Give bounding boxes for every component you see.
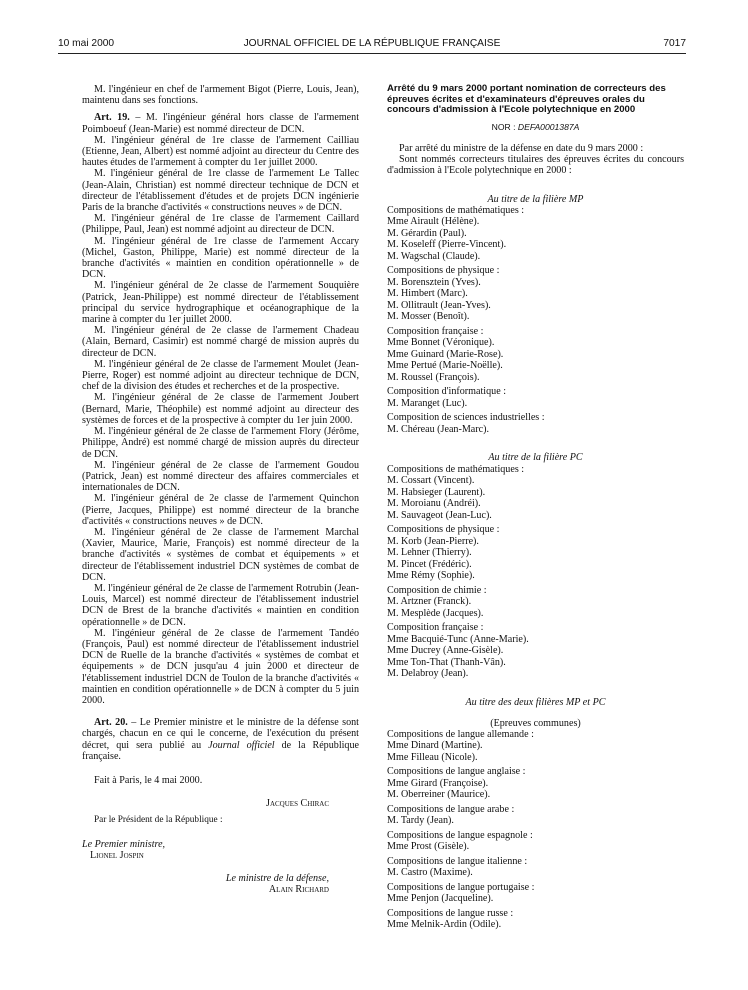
appointment-paragraph: M. l'ingénieur général de 1re classe de l'armement Le Tallec (Jean-Alain, Christian) est nommé directeur technique de DCN et directeur de l'établissement d'études et de projets DCN ingénierie Paris de la branche d'activités « constructions neuves » de DCN. [82,168,359,214]
examiner-name: Mme Ton-That (Thanh-Vân). [387,656,506,668]
appointment-paragraph: M. l'ingénieur général de 2e classe de l'armement Tandéo (François, Paul) est nommé directeur de l'établissement industriel DCN de Ruelle de la branche d'activités « systèmes de combat et équipements » de DCN jusqu'au 4 juin 2000 et directeur de l'établissement industriel DCN de Toulon de la branche d'activités « maintien en condition opérationnelle » de DCN à compter du 5 juin 2000. [82,627,359,706]
examiner-name: M. Moroianu (Andréi). [387,498,481,509]
ministre-defense-title: Le ministre de la défense, [225,873,329,884]
right-column [387,84,684,931]
intro-par-arrete: Par arrêté du ministre de la défense en date du 9 mars 2000 : [399,142,644,154]
examiner-name: M. Mosser (Benoît). [387,311,470,323]
header-rule [58,53,686,54]
examiner-name: Mme Pertué (Marie-Noëlle). [387,360,503,372]
section-heading: Au titre des deux filières MP et PC [465,696,606,708]
examiner-name: Mme Ducrey (Anne-Gisèle). [387,645,504,656]
appointment-paragraph: M. l'ingénieur général de 2e classe de l'armement Goudou (Patrick, Jean) est nommé directeur des affaires commerciales et internationales de DCN. [82,459,359,494]
group-title: Composition de chimie : [387,584,487,596]
examiner-name: Mme Melnik-Ardin (Odile). [387,919,502,931]
article-20-journal: Journal officiel [208,739,275,751]
group-title: Compositions de langue russe : [387,907,514,919]
article-19-label: Art. 19. [94,112,130,124]
group-title: Compositions de physique : [387,524,500,535]
examiner-name: M. Habsieger (Laurent). [387,486,486,498]
appointment-paragraph: M. l'ingénieur général de 2e classe de l'armement Marchal (Xavier, Maurice, Marie, François) est nommé directeur de la branche d'activités « systèmes de combat et équipements » et directeur de l'établissement industriel DCN systèmes de combat de DCN. [82,526,359,583]
arrete-title: Arrêté du 9 mars 2000 portant nomination de correcteurs des épreuves écrites et d'examinateurs d'épreuves orales du concours d'admission à l'Ecole polytechnique en 2000 [387,83,666,116]
group-title: Compositions de langue anglaise : [387,766,526,778]
examiner-name: M. Korb (Jean-Pierre). [387,535,479,547]
article-19-text: – M. l'ingénieur général hors classe de l'armement Poimboeuf (Jean-Marie) est nommé directeur de DCN. [82,112,360,135]
group-title: Compositions de langue allemande : [387,728,534,740]
group-title: Compositions de langue espagnole : [387,829,533,841]
section-subheading: (Epreuves communes) [490,717,581,729]
group-title: Compositions de langue italienne : [387,855,528,867]
examiner-name: M. Artzner (Franck). [387,596,472,607]
examiner-name: M. Pincet (Frédéric). [387,558,472,570]
examiner-name: Mme Guinard (Marie-Rose). [387,348,504,360]
article-20-text-before: – Le Premier ministre et le ministre de la défense sont chargés, chacun en ce qui le concerne, de l'exécution du présent décret, qui sera publié au [82,717,359,751]
nor-value: DEFA0001387A [517,121,580,132]
examiner-name: M. Ollitrault (Jean-Yves). [387,299,491,311]
examiner-name: M. Roussel (François). [387,371,480,383]
examiner-name: M. Koseleff (Pierre-Vincent). [387,239,507,251]
group-title: Composition française : [387,325,484,337]
group-title: Composition française : [387,622,484,633]
nor-reference [387,122,684,133]
group-title: Composition d'informatique : [387,386,507,398]
examiner-name: M. Lehner (Thierry). [387,547,472,558]
examiner-name: M. Tardy (Jean). [387,815,454,827]
appointment-paragraph: M. l'ingénieur général de 2e classe de l'armement Flory (Jérôme, Philippe, André) est nommé chargé de mission auprès du directeur de DCN. [82,426,359,460]
appointment-paragraph: M. l'ingénieur général de 2e classe de l'armement Rotrubin (Jean-Louis, Marcel) est nommé directeur de l'établissement industriel DCN de Brest de la branche d'activités « maintien en condition opérationnelle » de DCN. [82,582,359,628]
ministre-defense-name: Alain Richard [268,884,329,896]
article-19 [82,112,359,134]
journal-title: JOURNAL OFFICIEL DE LA RÉPUBLIQUE FRANÇAISE [243,38,501,49]
bigot-paragraph: M. l'ingénieur en chef de l'armement Bigot (Pierre, Louis, Jean), maintenu dans ses fonctions. [82,84,359,107]
group-title: Compositions de langue portugaise : [387,881,535,893]
appointment-paragraph: M. l'ingénieur général de 1re classe de l'armement Accary (Michel, Gaston, Philippe, Marie) est nommé directeur de la branche d'activités « maintien en condition opérationnelle » de DCN. [82,235,359,281]
examiner-name: M. Oberreiner (Maurice). [387,789,491,801]
appointment-paragraph: M. l'ingénieur général de 2e classe de l'armement Souquière (Patrick, Jean-Philippe) est nommé directeur de l'établissement principal du service hydrographique et océanographique de la marine à compter du 1er juillet 2000. [82,280,359,326]
premier-ministre-name: Lionel Jospin [90,849,144,861]
examiner-name: M. Wagschal (Claude). [387,250,481,262]
appointment-paragraph: M. l'ingénieur général de 1re classe de l'armement Caillard (Philippe, Paul, Jean) est nommé adjoint au directeur de DCN. [82,213,359,236]
appointment-paragraphs [82,135,359,706]
examiner-name: Mme Dinard (Martine). [387,740,483,752]
group-title: Composition de sciences industrielles : [387,412,545,424]
issue-date: 10 mai 2000 [58,38,115,49]
section-heading: Au titre de la filière MP [487,193,584,205]
article-20-label: Art. 20. [94,717,128,729]
nor-label: NOR : [491,121,518,132]
examiner-name: M. Maranget (Luc). [387,397,468,409]
intro-sont-nommes: Sont nommés correcteurs titulaires des épreuves écrites du concours d'admission à l'Ecole polytechnique en 2000 : [387,154,684,177]
examiner-name: M. Delabroy (Jean). [387,668,469,679]
article-20-text-after: de la République française. [82,739,360,762]
examiner-name: Mme Girard (Françoise). [387,777,489,789]
examiner-name: Mme Rémy (Sophie). [387,570,475,581]
section-heading: Au titre de la filière PC [488,452,583,464]
appointment-paragraph: M. l'ingénieur général de 2e classe de l'armement Joubert (Bernard, Marie, Théophile) est nommé adjoint au directeur des systèmes de forces et de la prospective à compter du 1er juin 2000. [82,392,359,426]
appointment-paragraph: M. l'ingénieur général de 1re classe de l'armement Cailliau (Etienne, Jean, Albert) est nommé adjoint au directeur du Centre des hautes études de l'armement à compter du 1er juillet 2000. [82,134,359,169]
page-header [58,38,686,54]
examiner-name: M. Cossart (Vincent). [387,475,475,486]
page-number: 7017 [663,38,686,49]
sections-list [387,194,684,931]
examiner-name: M. Sauvageot (Jean-Luc). [387,509,492,521]
signature-president: Jacques Chirac [266,798,329,810]
premier-ministre-title: Le Premier ministre, [82,838,166,850]
examiner-name: Mme Filleau (Nicole). [387,751,478,763]
left-column [82,84,359,895]
appointment-paragraph: M. l'ingénieur général de 2e classe de l'armement Chadeau (Alain, Bernard, Casimir) est nommé chargé de mission auprès du directeur de DCN. [82,325,359,359]
group-title: Compositions de mathématiques : [387,463,525,475]
article-20 [82,717,359,762]
examiner-name: M. Gérardin (Paul). [387,227,467,239]
examiner-name: Mme Bacquié-Tunc (Anne-Marie). [387,633,529,645]
group-title: Compositions de mathématiques : [387,204,525,216]
group-title: Compositions de physique : [387,265,500,277]
appointment-paragraph: M. l'ingénieur général de 2e classe de l'armement Moulet (Jean-Pierre, Roger) est nommé adjoint au directeur technique de DCN, chef de la division des études et recherches et de la prospective. [82,358,359,393]
examiner-name: Mme Bonnet (Véronique). [387,337,495,349]
examiner-name: M. Himbert (Marc). [387,288,468,300]
examiner-name: M. Chéreau (Jean-Marc). [387,423,490,435]
examiner-name: M. Castro (Maxime). [387,867,473,879]
fait-a-paris: Fait à Paris, le 4 mai 2000. [94,774,203,786]
examiner-name: M. Mesplède (Jacques). [387,607,484,619]
examiner-name: Mme Prost (Gisèle). [387,841,470,853]
group-title: Compositions de langue arabe : [387,803,515,815]
examiner-name: Mme Airault (Hélène). [387,216,480,228]
par-le-president: Par le Président de la République : [94,815,223,826]
examiner-name: Mme Penjon (Jacqueline). [387,893,494,905]
appointment-paragraph: M. l'ingénieur général de 2e classe de l'armement Quinchon (Pierre, Jacques, Philippe) est nommé directeur de la branche d'activités « constructions neuves » de DCN. [82,493,359,527]
examiner-name: M. Borensztein (Yves). [387,276,481,288]
